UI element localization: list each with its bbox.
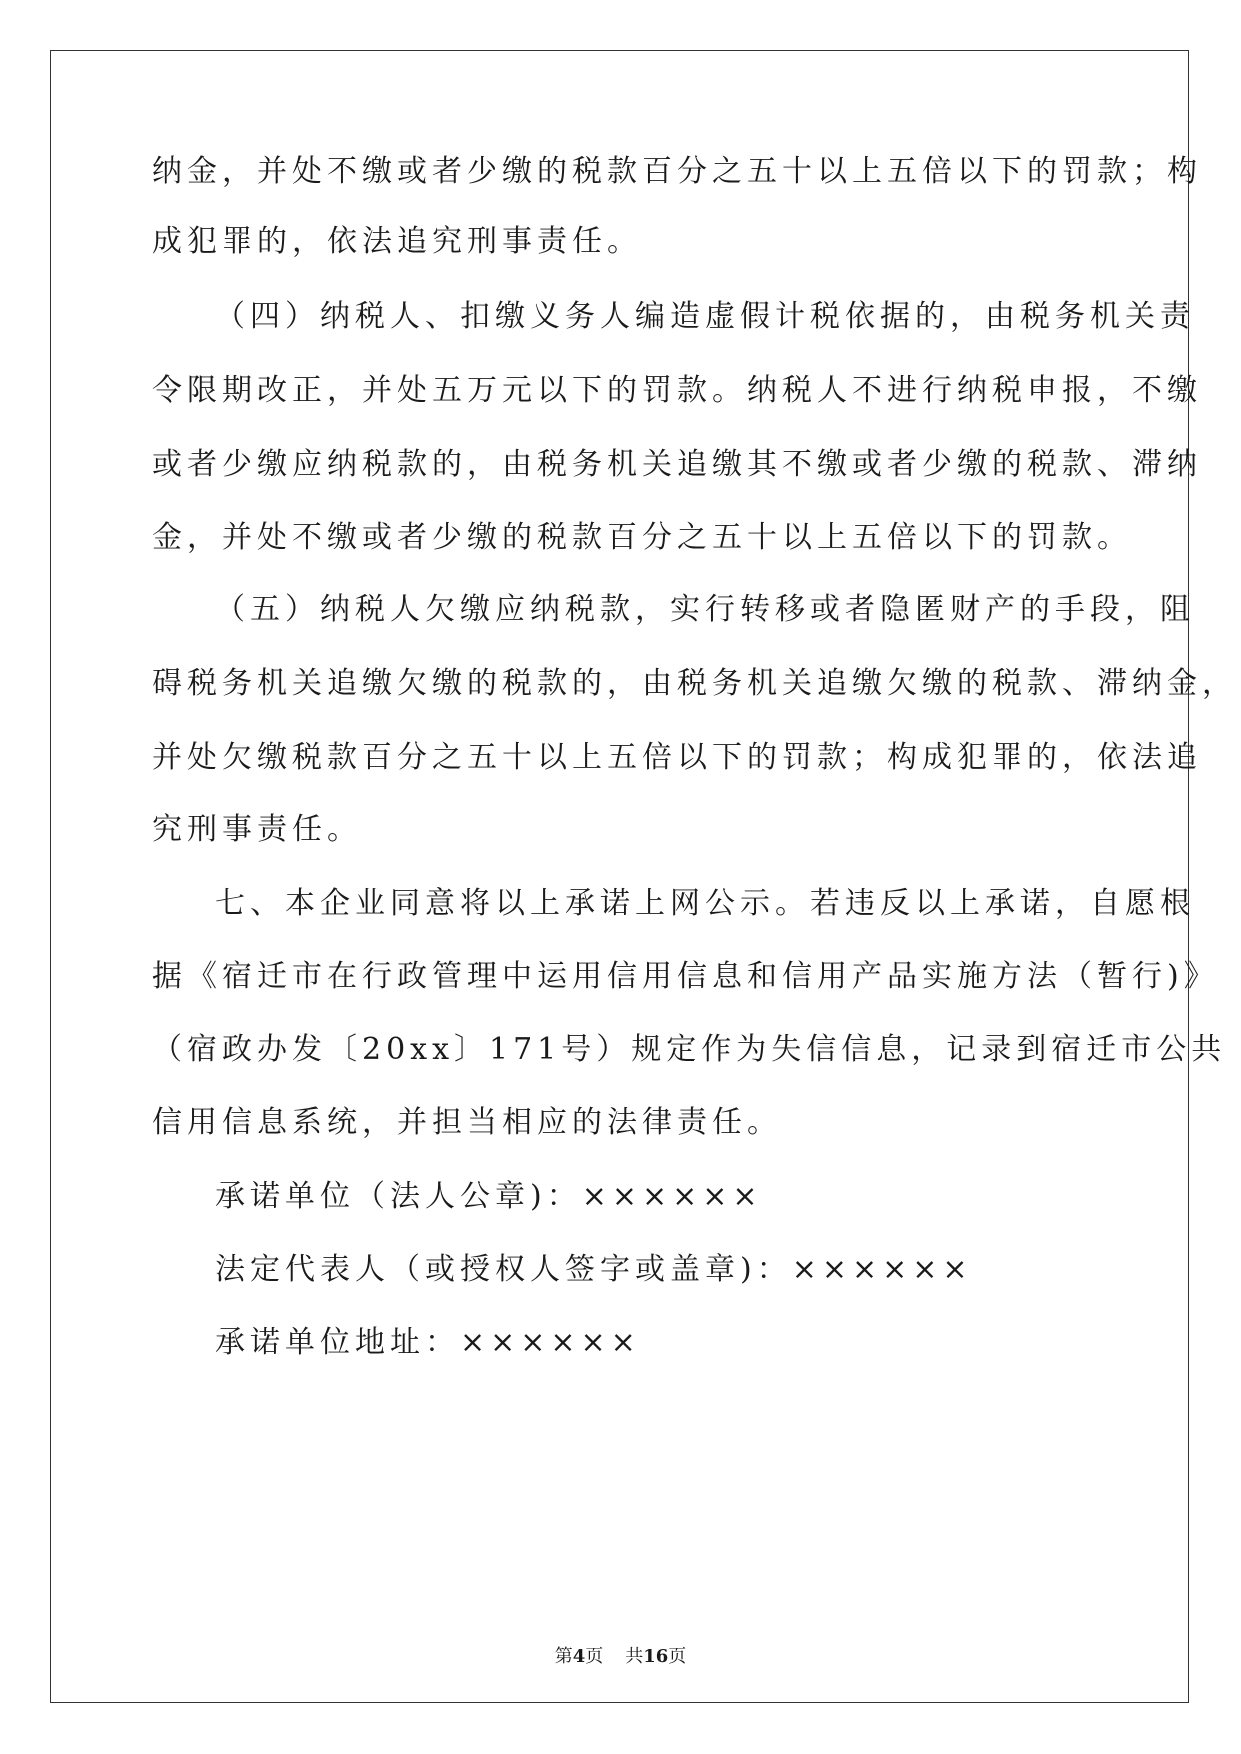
body-line: 或者少缴应纳税款的，由税务机关追缴其不缴或者少缴的税款、滞纳 bbox=[152, 447, 1202, 482]
page-prefix: 第 bbox=[554, 1646, 573, 1667]
body-line: 并处欠缴税款百分之五十以上五倍以下的罚款；构成犯罪的，依法追 bbox=[152, 740, 1202, 775]
total-unit: 页 bbox=[668, 1646, 687, 1667]
body-line: 成犯罪的，依法追究刑事责任。 bbox=[152, 224, 642, 259]
signature-unit-line: 承诺单位（法人公章)：×××××× bbox=[215, 1179, 763, 1214]
body-line: 令限期改正，并处五万元以下的罚款。纳税人不进行纳税申报，不缴 bbox=[152, 373, 1202, 408]
body-line: 纳金，并处不缴或者少缴的税款百分之五十以上五倍以下的罚款；构 bbox=[152, 154, 1202, 189]
body-line: 金，并处不缴或者少缴的税款百分之五十以上五倍以下的罚款。 bbox=[152, 520, 1132, 555]
total-prefix: 共 bbox=[625, 1646, 644, 1667]
legal-representative-line: 法定代表人（或授权人签字或盖章)：×××××× bbox=[215, 1252, 973, 1287]
body-line: 七、本企业同意将以上承诺上网公示。若违反以上承诺，自愿根 bbox=[215, 886, 1195, 921]
body-line: （五）纳税人欠缴应纳税款，实行转移或者隐匿财产的手段，阻 bbox=[215, 592, 1195, 627]
page-total: 16 bbox=[643, 1646, 669, 1667]
body-line: （四）纳税人、扣缴义务人编造虚假计税依据的，由税务机关责 bbox=[215, 299, 1195, 334]
body-line: （宿政办发〔20xx〕171号）规定作为失信信息，记录到宿迁市公共 bbox=[152, 1032, 1227, 1067]
page-current: 4 bbox=[572, 1646, 586, 1667]
unit-address-line: 承诺单位地址：×××××× bbox=[215, 1325, 641, 1360]
page-footer bbox=[0, 1645, 1241, 1669]
body-line: 碍税务机关追缴欠缴的税款的，由税务机关追缴欠缴的税款、滞纳金， bbox=[152, 666, 1237, 701]
page-unit: 页 bbox=[585, 1646, 604, 1667]
body-line: 究刑事责任。 bbox=[152, 812, 362, 847]
body-line: 据《宿迁市在行政管理中运用信用信息和信用产品实施方法（暂行)》 bbox=[152, 959, 1219, 994]
body-line: 信用信息系统，并担当相应的法律责任。 bbox=[152, 1105, 782, 1140]
